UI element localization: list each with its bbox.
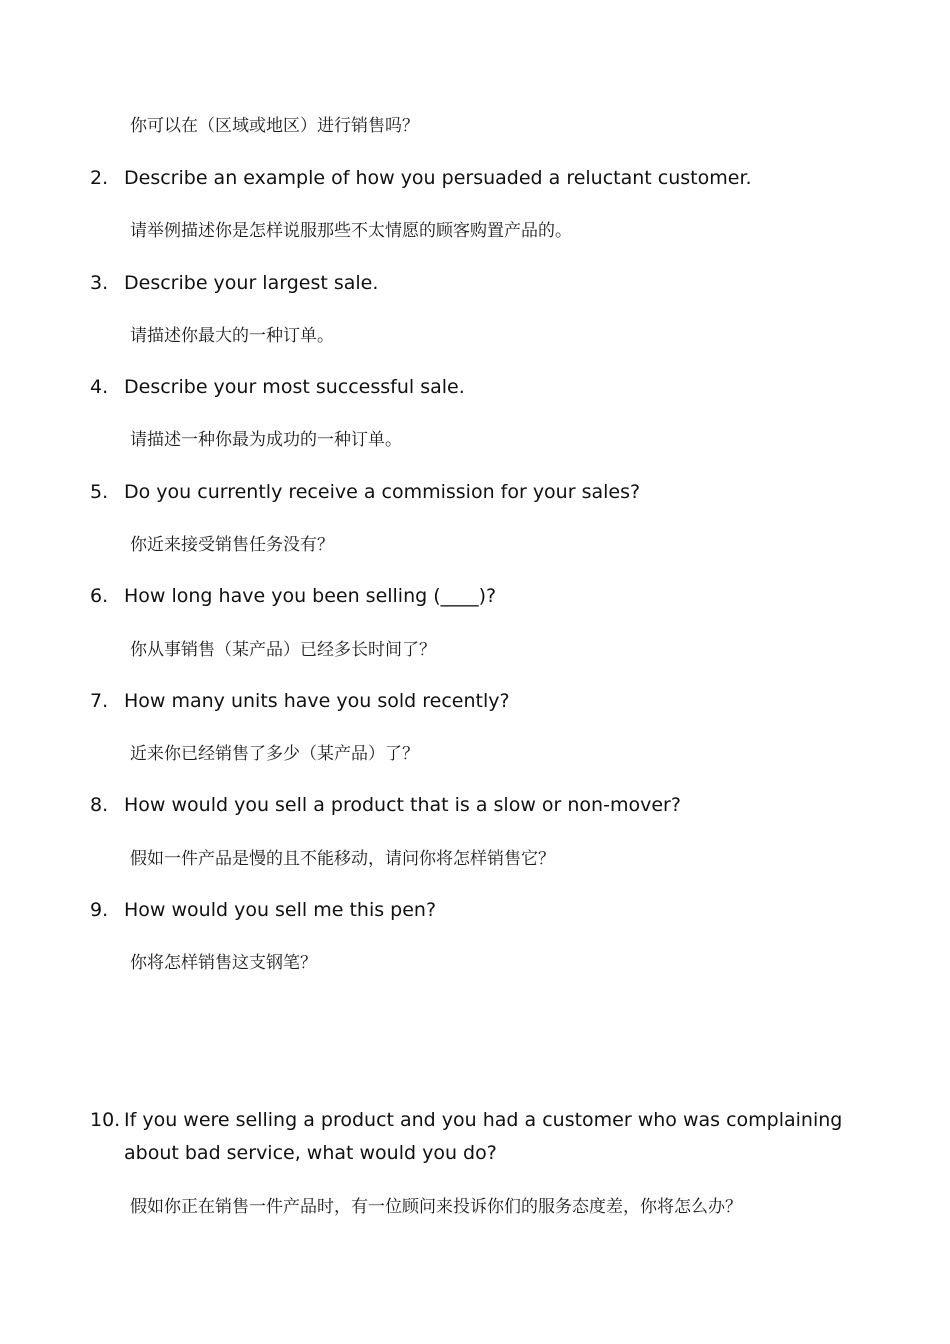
question-text-en: Do you currently receive a commission for your sales?: [124, 481, 641, 503]
question-2-chinese: 请举例描述你是怎样说服那些不太情愿的顾客购置产品的。: [130, 221, 572, 241]
question-6-chinese: 你从事销售（某产品）已经多长时间了？: [130, 640, 436, 660]
question-text-en: Describe an example of how you persuaded a reluctant customer.: [124, 167, 752, 189]
question-text-en: If you were selling a product and you had a customer who was complaining about bad service, what would you do?: [124, 1109, 843, 1164]
question-number: 7.: [90, 690, 109, 712]
question-8: [90, 789, 870, 822]
question-text-en: How long have you been selling (____)?: [124, 585, 497, 607]
question-5: [90, 476, 870, 509]
question-8-chinese: 假如一件产品是慢的且不能移动，请问你将怎样销售它？: [130, 849, 555, 869]
question-number: 5.: [90, 481, 109, 503]
question-5-chinese: 你近来接受销售任务没有？: [130, 535, 334, 555]
question-6: [90, 580, 870, 613]
question-text-en: Describe your most successful sale.: [124, 376, 465, 398]
question-text-en: Describe your largest sale.: [124, 272, 379, 294]
question-9-chinese: 你将怎样销售这支钢笔？: [130, 953, 317, 973]
intro-chinese-line: 你可以在（区域或地区）进行销售吗？: [130, 116, 419, 136]
question-number: 4.: [90, 376, 109, 398]
question-text-en: How would you sell me this pen?: [124, 899, 437, 921]
question-2: [90, 162, 870, 195]
question-3-chinese: 请描述你最大的一种订单。: [130, 326, 334, 346]
question-9: [90, 894, 870, 927]
question-text-en: How would you sell a product that is a slow or non-mover?: [124, 794, 681, 816]
question-number: 9.: [90, 899, 109, 921]
question-3: [90, 267, 870, 300]
question-4: [90, 371, 870, 404]
question-number: 2.: [90, 167, 109, 189]
question-number: 3.: [90, 272, 109, 294]
question-7-chinese: 近来你已经销售了多少（某产品）了？: [130, 744, 419, 764]
question-10-chinese: 假如你正在销售一件产品时，有一位顾问来投诉你们的服务态度差，你将怎么办？: [130, 1197, 742, 1217]
question-number: 8.: [90, 794, 109, 816]
question-4-chinese: 请描述一种你最为成功的一种订单。: [130, 430, 402, 450]
question-number: 10.: [90, 1109, 121, 1131]
question-number: 6.: [90, 585, 109, 607]
question-10: [90, 1104, 870, 1170]
question-7: [90, 685, 870, 718]
question-text-en: How many units have you sold recently?: [124, 690, 510, 712]
